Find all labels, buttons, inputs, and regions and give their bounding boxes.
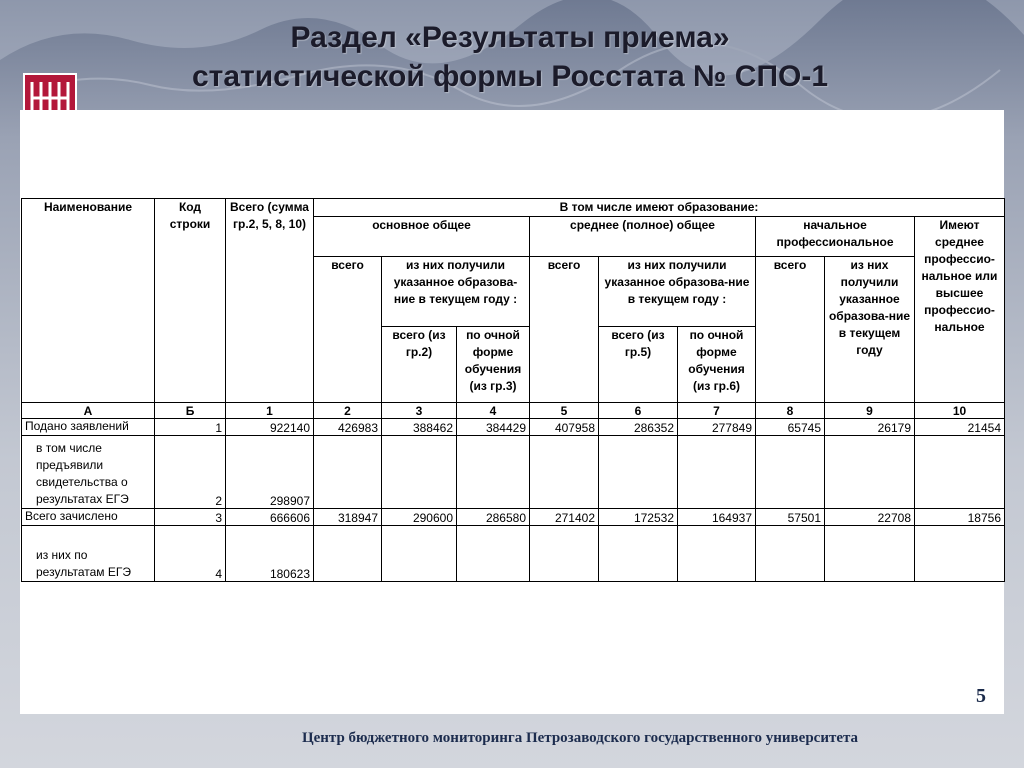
cell-value: 271402 — [530, 509, 599, 526]
header-incl-education: В том числе имеют образование: — [314, 199, 1005, 217]
row-code: 1 — [155, 419, 226, 436]
cell-value — [382, 526, 457, 582]
cell-value — [457, 526, 530, 582]
header-name: Наименование — [22, 199, 155, 403]
col-num: Б — [155, 403, 226, 419]
row-name: из них по результатам ЕГЭ — [22, 526, 155, 582]
table-row — [22, 509, 1005, 526]
header-basic-total-gr2: всего (из гр.2) — [382, 327, 457, 403]
col-num: 3 — [382, 403, 457, 419]
cell-value: 180623 — [226, 526, 314, 582]
title-line-1: Раздел «Результаты приема» — [290, 21, 730, 54]
table-row — [22, 419, 1005, 436]
title-line-2: статистической формы Росстата № СПО-1 — [191, 60, 829, 93]
footer-text: Центр бюджетного мониторинга Петрозаводского государственного университета — [301, 730, 859, 746]
header-primary-all: всего — [756, 257, 825, 403]
row-name: Подано заявлений — [22, 419, 155, 436]
cell-value — [530, 526, 599, 582]
table-row — [22, 526, 1005, 582]
cell-value: 164937 — [678, 509, 756, 526]
col-num: 5 — [530, 403, 599, 419]
header-secondary-all: всего — [530, 257, 599, 403]
statistics-table-container — [21, 198, 1005, 582]
cell-value: 290600 — [382, 509, 457, 526]
column-number-row — [22, 403, 1005, 419]
header-basic-fulltime-gr3: по очной форме обучения (из гр.3) — [457, 327, 530, 403]
header-total: Всего (сумма гр.2, 5, 8, 10) — [226, 199, 314, 403]
row-code: 2 — [155, 436, 226, 509]
col-num: 8 — [756, 403, 825, 419]
cell-value — [915, 436, 1005, 509]
cell-value: 426983 — [314, 419, 382, 436]
cell-value: 26179 — [825, 419, 915, 436]
cell-value: 21454 — [915, 419, 1005, 436]
header-higher-prof: Имеют среднее профессио-нальное или высшее профессио-нальное — [915, 217, 1005, 403]
cell-value — [314, 526, 382, 582]
cell-value: 922140 — [226, 419, 314, 436]
cell-value: 407958 — [530, 419, 599, 436]
header-secondary-total-gr5: всего (из гр.5) — [599, 327, 678, 403]
col-num: 7 — [678, 403, 756, 419]
slide-title — [120, 18, 900, 96]
col-num: А — [22, 403, 155, 419]
row-code: 4 — [155, 526, 226, 582]
statistics-table — [21, 198, 1005, 582]
header-basic-general: основное общее — [314, 217, 530, 257]
cell-value: 286580 — [457, 509, 530, 526]
cell-value — [678, 436, 756, 509]
cell-value — [825, 526, 915, 582]
table-row — [22, 436, 1005, 509]
cell-value — [457, 436, 530, 509]
row-name: Всего зачислено — [22, 509, 155, 526]
cell-value — [599, 436, 678, 509]
cell-value: 388462 — [382, 419, 457, 436]
header-secondary-full: среднее (полное) общее — [530, 217, 756, 257]
row-code: 3 — [155, 509, 226, 526]
col-num: 6 — [599, 403, 678, 419]
cell-value — [530, 436, 599, 509]
cell-value — [915, 526, 1005, 582]
cell-value — [314, 436, 382, 509]
cell-value: 666606 — [226, 509, 314, 526]
cell-value — [756, 436, 825, 509]
col-num: 10 — [915, 403, 1005, 419]
header-primary-received: из них получили указанное образова-ние в текущем году — [825, 257, 915, 403]
col-num: 1 — [226, 403, 314, 419]
row-name: в том числе предъявили свидетельства о результатах ЕГЭ — [22, 436, 155, 509]
cell-value — [825, 436, 915, 509]
cell-value — [382, 436, 457, 509]
header-basic-received: из них получили указанное образова-ние в текущем году : — [382, 257, 530, 327]
cell-value: 277849 — [678, 419, 756, 436]
col-num: 4 — [457, 403, 530, 419]
cell-value — [678, 526, 756, 582]
header-basic-all: всего — [314, 257, 382, 403]
cell-value: 22708 — [825, 509, 915, 526]
col-num: 9 — [825, 403, 915, 419]
page-number: 5 — [976, 685, 986, 707]
cell-value: 65745 — [756, 419, 825, 436]
header-secondary-fulltime-gr6: по очной форме обучения (из гр.6) — [678, 327, 756, 403]
col-num: 2 — [314, 403, 382, 419]
cell-value: 298907 — [226, 436, 314, 509]
header-secondary-received: из них получили указанное образова-ние в текущем году : — [599, 257, 756, 327]
header-code: Код строки — [155, 199, 226, 403]
cell-value — [599, 526, 678, 582]
cell-value: 318947 — [314, 509, 382, 526]
cell-value: 172532 — [599, 509, 678, 526]
cell-value: 18756 — [915, 509, 1005, 526]
header-primary-prof: начальное профессиональное — [756, 217, 915, 257]
cell-value: 57501 — [756, 509, 825, 526]
cell-value: 286352 — [599, 419, 678, 436]
cell-value: 384429 — [457, 419, 530, 436]
cell-value — [756, 526, 825, 582]
